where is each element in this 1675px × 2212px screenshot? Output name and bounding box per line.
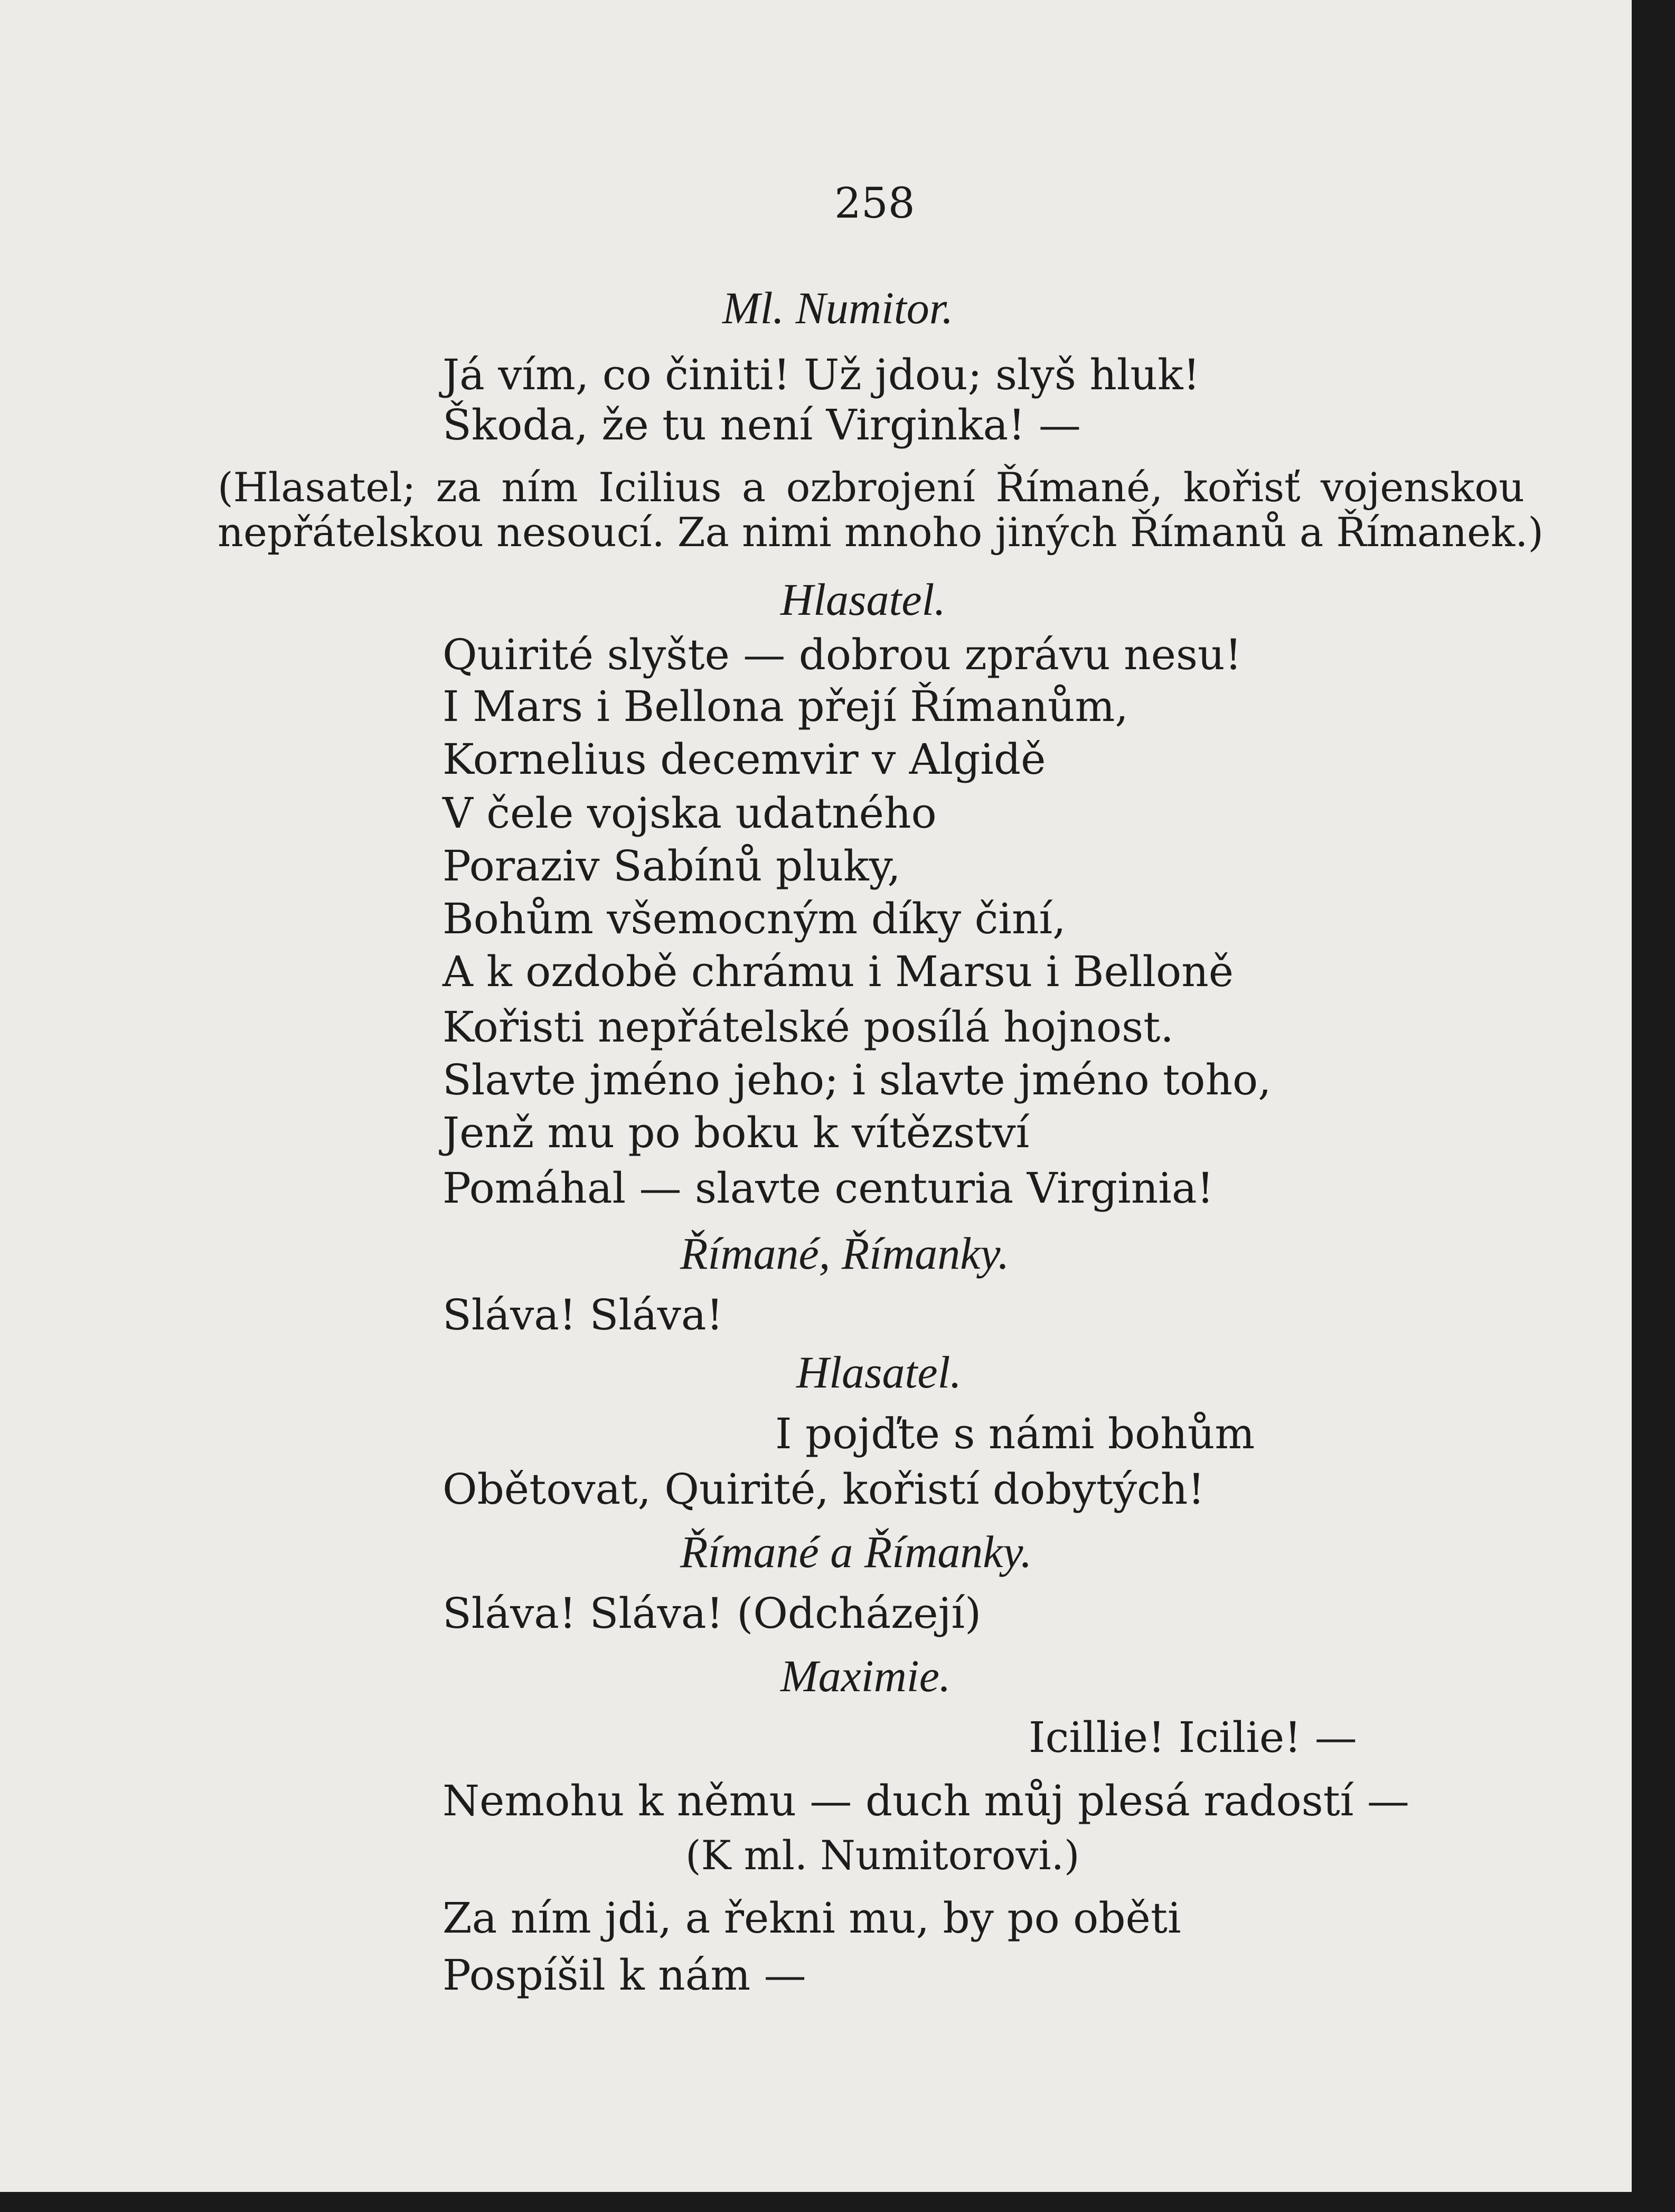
verse-line: A k ozdobě chrámu i Marsu i Belloně	[443, 947, 1234, 996]
verse-line: Pomáhal — slavte centuria Virginia!	[443, 1164, 1214, 1213]
verse-line: Kornelius decemvir v Algidě	[443, 735, 1046, 784]
verse-line: Sláva! Sláva! (Odcházejí)	[443, 1589, 982, 1638]
verse-line: Kořisti nepřátelské posílá hojnost.	[443, 1002, 1174, 1052]
speaker-rimane-a-rimanky: Římané a Římanky.	[680, 1526, 1032, 1577]
speaker-hlasatel: Hlasatel.	[796, 1347, 962, 1398]
stage-direction: nepřátelskou nesoucí. Za nimi mnoho jiných Římanů a Římanek.)	[218, 509, 1544, 556]
verse-line: V čele vojska udatného	[443, 789, 937, 838]
verse-line: Bohům všemocným díky činí,	[443, 894, 1066, 943]
verse-line: Škoda, že tu není Virginka! —	[443, 400, 1081, 449]
speaker-rimane-rimanky: Římané, Římanky.	[680, 1228, 1010, 1279]
verse-line: Za ním jdi, a řekni mu, by po oběti	[443, 1894, 1181, 1943]
verse-line: Poraziv Sabínů pluky,	[443, 841, 901, 891]
speaker-hlasatel: Hlasatel.	[780, 574, 946, 625]
verse-line: Quirité slyšte — dobrou zprávu nesu!	[443, 630, 1242, 679]
verse-line: I Mars i Bellona přejí Římanům,	[443, 682, 1128, 731]
verse-line: Pospíšil k nám —	[443, 1951, 806, 2000]
stage-direction: (Hlasatel; za ním Icilius a ozbrojení Římané, kořisť vojenskou	[218, 464, 1525, 511]
verse-line: Já vím, co činiti! Už jdou; slyš hluk!	[443, 350, 1200, 399]
speaker-maximie: Maximie.	[780, 1651, 951, 1701]
stage-direction: (K ml. Numitorovi.)	[685, 1832, 1080, 1879]
page-number: 258	[834, 179, 915, 228]
scan-border-bottom	[0, 2192, 1675, 2212]
verse-line: Nemohu k němu — duch můj plesá radostí —	[443, 1776, 1409, 1825]
verse-line: Icillie! Icilie! —	[1029, 1713, 1357, 1762]
scan-border-right	[1632, 0, 1675, 2212]
verse-line: Slavte jméno jeho; i slavte jméno toho,	[443, 1055, 1272, 1104]
verse-line: Jenž mu po boku k vítězství	[443, 1108, 1030, 1157]
verse-line: Obětovat, Quirité, kořistí dobytých!	[443, 1465, 1205, 1514]
verse-line: I pojďte s námi bohům	[775, 1409, 1255, 1458]
speaker-ml-numitor: Ml. Numitor.	[722, 283, 954, 333]
verse-line: Sláva! Sláva!	[443, 1290, 723, 1339]
